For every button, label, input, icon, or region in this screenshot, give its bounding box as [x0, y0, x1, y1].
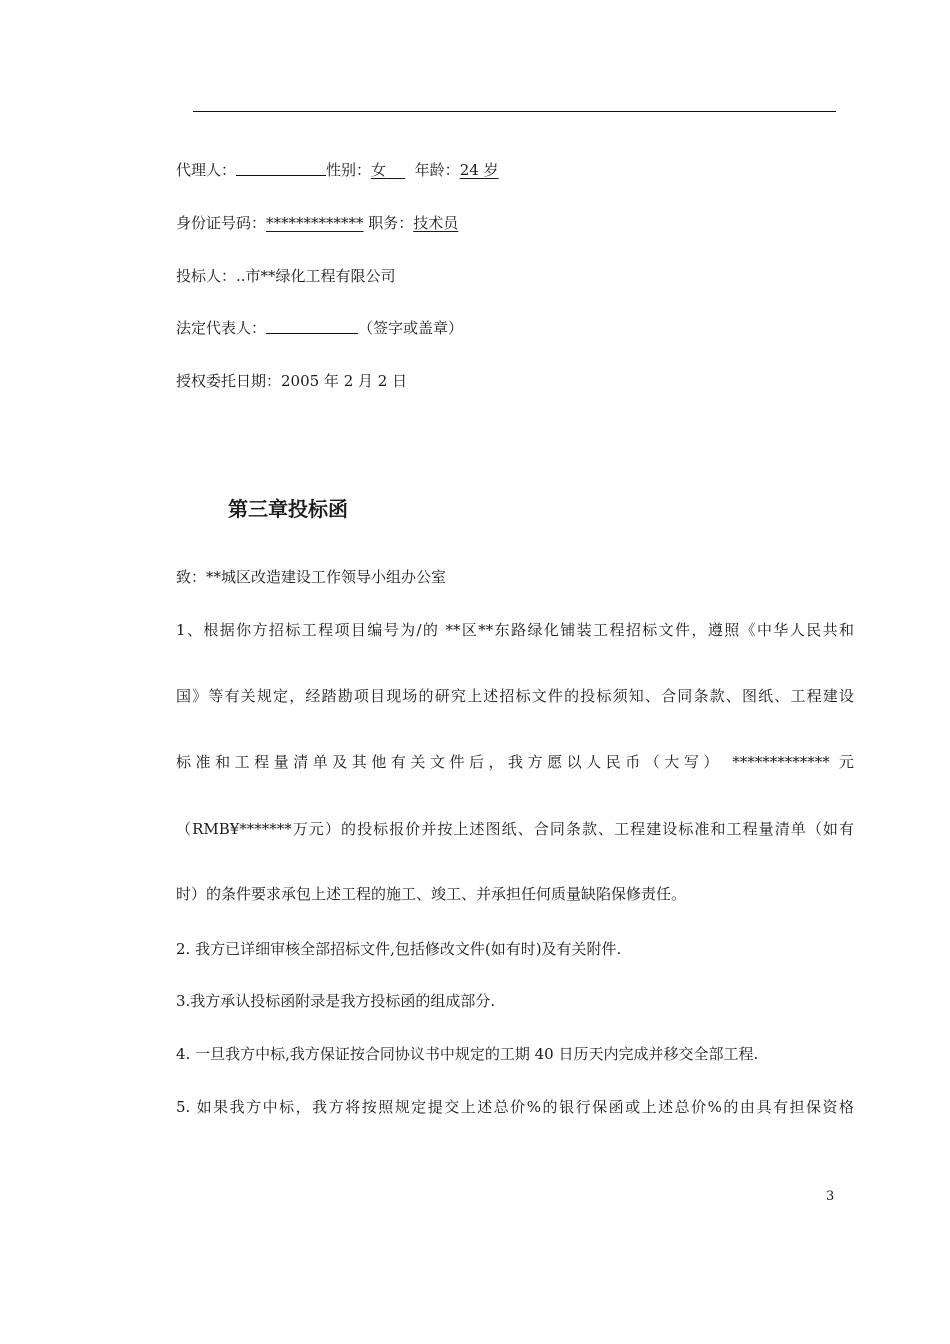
position-label: 职务： — [363, 214, 414, 232]
agent-label: 代理人： — [176, 161, 237, 179]
header-rule — [193, 111, 836, 112]
legal-rep-line — [176, 318, 463, 338]
agent-name-blank — [236, 160, 326, 176]
para1-line-5: 时）的条件要求承包上述工程的施工、竣工、并承担任何质量缺陷保修责任。 — [176, 885, 687, 903]
id-line — [176, 213, 458, 233]
age-value: 24 岁 — [459, 161, 499, 179]
id-label: 身份证号码： — [176, 214, 267, 232]
para1-line-2: 国》等有关规定，经踏勘项目现场的研究上述招标文件的投标须知、合同条款、图纸、工程建设 — [176, 687, 854, 705]
legal-rep-label: 法定代表人： — [176, 319, 267, 337]
bidder-line: 投标人：..市**绿化工程有限公司 — [176, 267, 396, 285]
gender-value: 女 — [371, 161, 387, 179]
addressee: 致：**城区改造建设工作领导小组办公室 — [176, 568, 447, 586]
legal-rep-blank — [266, 318, 358, 334]
item-5: 5. 如果我方中标，我方将按照规定提交上述总价%的银行保函或上述总价%的由具有担保资格 — [176, 1098, 854, 1116]
chapter-title: 第三章投标函 — [228, 497, 348, 521]
para1-line-3: 标准和工程量清单及其他有关文件后，我方愿以人民币（大写） ************* 元 — [176, 753, 854, 771]
legal-rep-note: （签字或盖章） — [358, 319, 464, 337]
para1-line-1: 1、根据你方招标工程项目编号为/的 **区**东路绿化铺装工程招标文件，遵照《中华人民共和 — [176, 621, 854, 639]
para1-line-4: （RMB¥*******万元）的投标报价并按上述图纸、合同条款、工程建设标准和工程量清单（如有 — [176, 820, 854, 838]
item-3: 3.我方承认投标函附录是我方投标函的组成部分. — [176, 992, 496, 1010]
age-label: 年龄： — [414, 161, 460, 179]
auth-date-line: 授权委托日期：2005 年 2 月 2 日 — [176, 372, 408, 390]
gender-label: 性别： — [326, 161, 372, 179]
item-2: 2. 我方已详细审核全部招标文件,包括修改文件(如有时)及有关附件. — [176, 940, 622, 958]
position-value: 技术员 — [413, 214, 459, 232]
agent-line — [176, 160, 499, 180]
item-4: 4. 一旦我方中标,我方保证按合同协议书中规定的工期 40 日历天内完成并移交全部工程. — [176, 1045, 759, 1063]
id-value: ************* — [266, 214, 364, 232]
page-number: 3 — [826, 1189, 835, 1204]
